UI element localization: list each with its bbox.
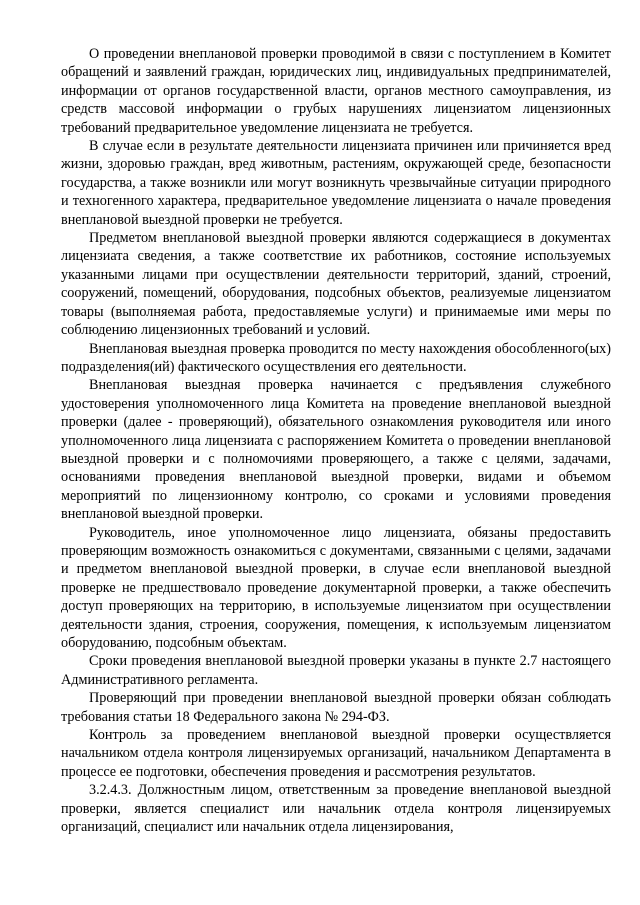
document-page [61,45,611,836]
paragraph-inspection-start: Внеплановая выездная проверка начинается с предъявления служебного удостоверения уполномоченного лица Комитета на проведение внеплановой выездной проверки (далее - проверяющий), обязательного ознакомления руководителя или иного уполномоченного лица лицензиата с распоряжением Комитета о проведении внеплановой выездной проверки и с полномочиями проверяющего, а также с целями, задачами, основаниями проведения внеплановой выездной проверки, видами и объемом мероприятий по лицензионному контролю, со сроками и условиями проведения внеплановой выездной проверки. [61,377,611,523]
paragraph-inspection-terms: Сроки проведения внеплановой выездной проверки указаны в пункте 2.7 настоящего Административного регламента. [61,653,611,688]
paragraph-inspector-requirements: Проверяющий при проведении внеплановой выездной проверки обязан соблюдать требования статьи 18 Федерального закона № 294-ФЗ. [61,690,611,725]
paragraph-inspection-subject: Предметом внеплановой выездной проверки являются содержащиеся в документах лицензиата сведения, а также соответствие их работников, состояние используемых указанными лицами при осуществлении деятельности территорий, зданий, строений, сооружений, помещений, оборудования, подсобных объектов, реализуемые лицензиатом товары (выполняемая работа, предоставляемые услуги) и принимаемые ими меры по соблюдению лицензионных требований и условий. [61,230,611,339]
paragraph-inspection-location: Внеплановая выездная проверка проводится по месту нахождения обособленного(ых) подразделения(ий) фактического осуществления его деятельности. [61,340,611,375]
paragraph-inspection-control: Контроль за проведением внеплановой выездной проверки осуществляется начальником отдела контроля лицензируемых организаций, начальником Департамента в процессе ее подготовки, обеспечения проведения и рассмотрения результатов. [61,727,611,780]
paragraph-notice-exemption: О проведении внеплановой проверки проводимой в связи с поступлением в Комитет обращений и заявлений граждан, юридических лиц, индивидуальных предпринимателей, информации от органов государственной власти, органов местного самоуправления, из средств массовой информации о грубых нарушениях лицензиатом лицензионных требований предварительное уведомление лицензиата не требуется. [61,46,611,136]
paragraph-licensee-obligations: Руководитель, иное уполномоченное лицо лицензиата, обязаны предоставить проверяющим возможность ознакомиться с документами, связанными с целями, задачами и предметом внеплановой выездной проверки, в случае если внеплановой выездной проверке не предшествовало проведение документарной проверки, а также обеспечить доступ проверяющих на территорию, в используемые лицензиатом при осуществлении деятельности здания, строения, сооружения, помещения, к используемым лицензиатом оборудованию, подсобным объектам. [61,524,611,651]
paragraph-responsible-official: 3.2.4.3. Должностным лицом, ответственным за проведение внеплановой выездной проверки, является специалист или начальник отдела контроля лицензируемых организаций, специалист или начальник отдела лицензирования, [61,782,611,836]
paragraph-harm-exemption: В случае если в результате деятельности лицензиата причинен или причиняется вред жизни, здоровью граждан, вред животным, растениям, окружающей среде, безопасности государства, а также возникли или могут возникнуть чрезвычайные ситуации природного и техногенного характера, предварительное уведомление лицензиата о начале проведения внеплановой выездной проверки не требуется. [61,138,611,228]
